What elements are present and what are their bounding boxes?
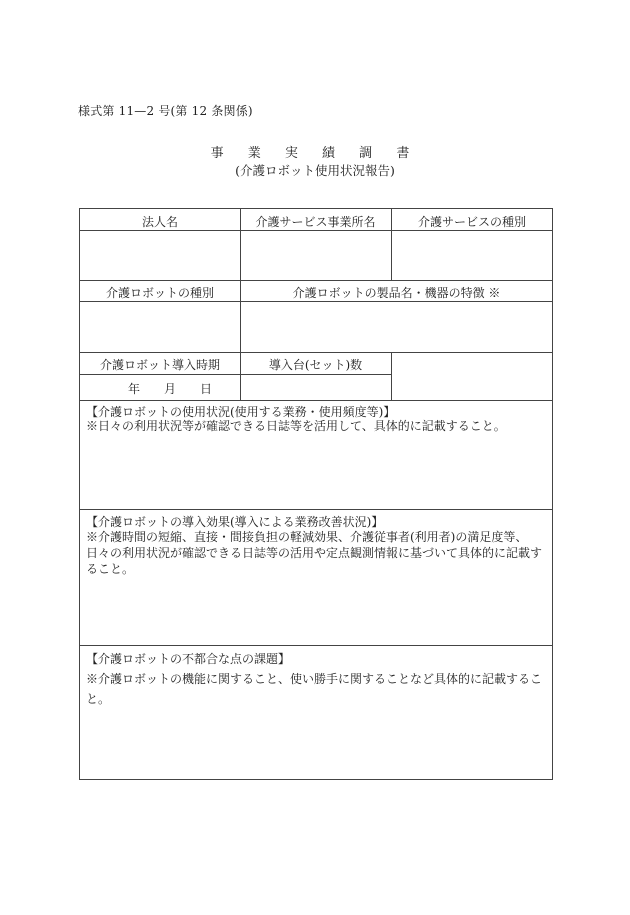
issues-section-title: 【介護ロボットの不都合な点の課題】 [86,652,291,666]
column-divider [391,352,392,400]
row-divider [80,352,552,353]
unit-count-label: 導入台(セット)数 [268,358,363,372]
row-divider [80,645,552,646]
product-features-label: 介護ロボットの製品名・機器の特徴 ※ [292,286,501,300]
issues-section-note: ※介護ロボットの機能に関すること、使い勝手に関することなど具体的に記載すること。 [86,672,543,706]
service-office-name-label: 介護サービス事業所名 [255,215,376,229]
date-format-label: 年 月 日 [127,382,212,396]
robot-type-label: 介護ロボットの種別 [105,286,214,300]
row-divider [80,509,552,510]
corporation-name-label: 法人名 [141,215,178,229]
document-subtitle: (介護ロボット使用状況報告) [235,163,395,178]
row-divider [80,230,552,231]
usage-section-title: 【介護ロボットの使用状況(使用する業務・使用頻度等)】 [86,405,396,419]
usage-section-note: ※日々の利用状況等が確認できる日誌等を活用して、具体的に記載すること。 [86,419,506,433]
row-divider [80,374,391,375]
row-divider [80,280,552,281]
document-title: 事 業 実 績 調 書 [210,146,420,161]
service-type-label: 介護サービスの種別 [417,215,526,229]
effect-section-note: ※介護時間の短縮、直接・間接負担の軽減効果、介護従事者(利用者)の満足度等、日々の利用状況が確認できる日誌等の活用や定点観測情報に基づいて具体的に記載すること。 [86,530,543,576]
effect-section-title: 【介護ロボットの導入効果(導入による業務改善状況)】 [86,515,384,529]
introduction-period-label: 介護ロボット導入時期 [99,358,220,372]
row-divider [80,301,552,302]
report-form-table [79,208,553,780]
form-number: 様式第 11—2 号(第 12 条関係) [78,104,253,118]
row-divider [80,400,552,401]
